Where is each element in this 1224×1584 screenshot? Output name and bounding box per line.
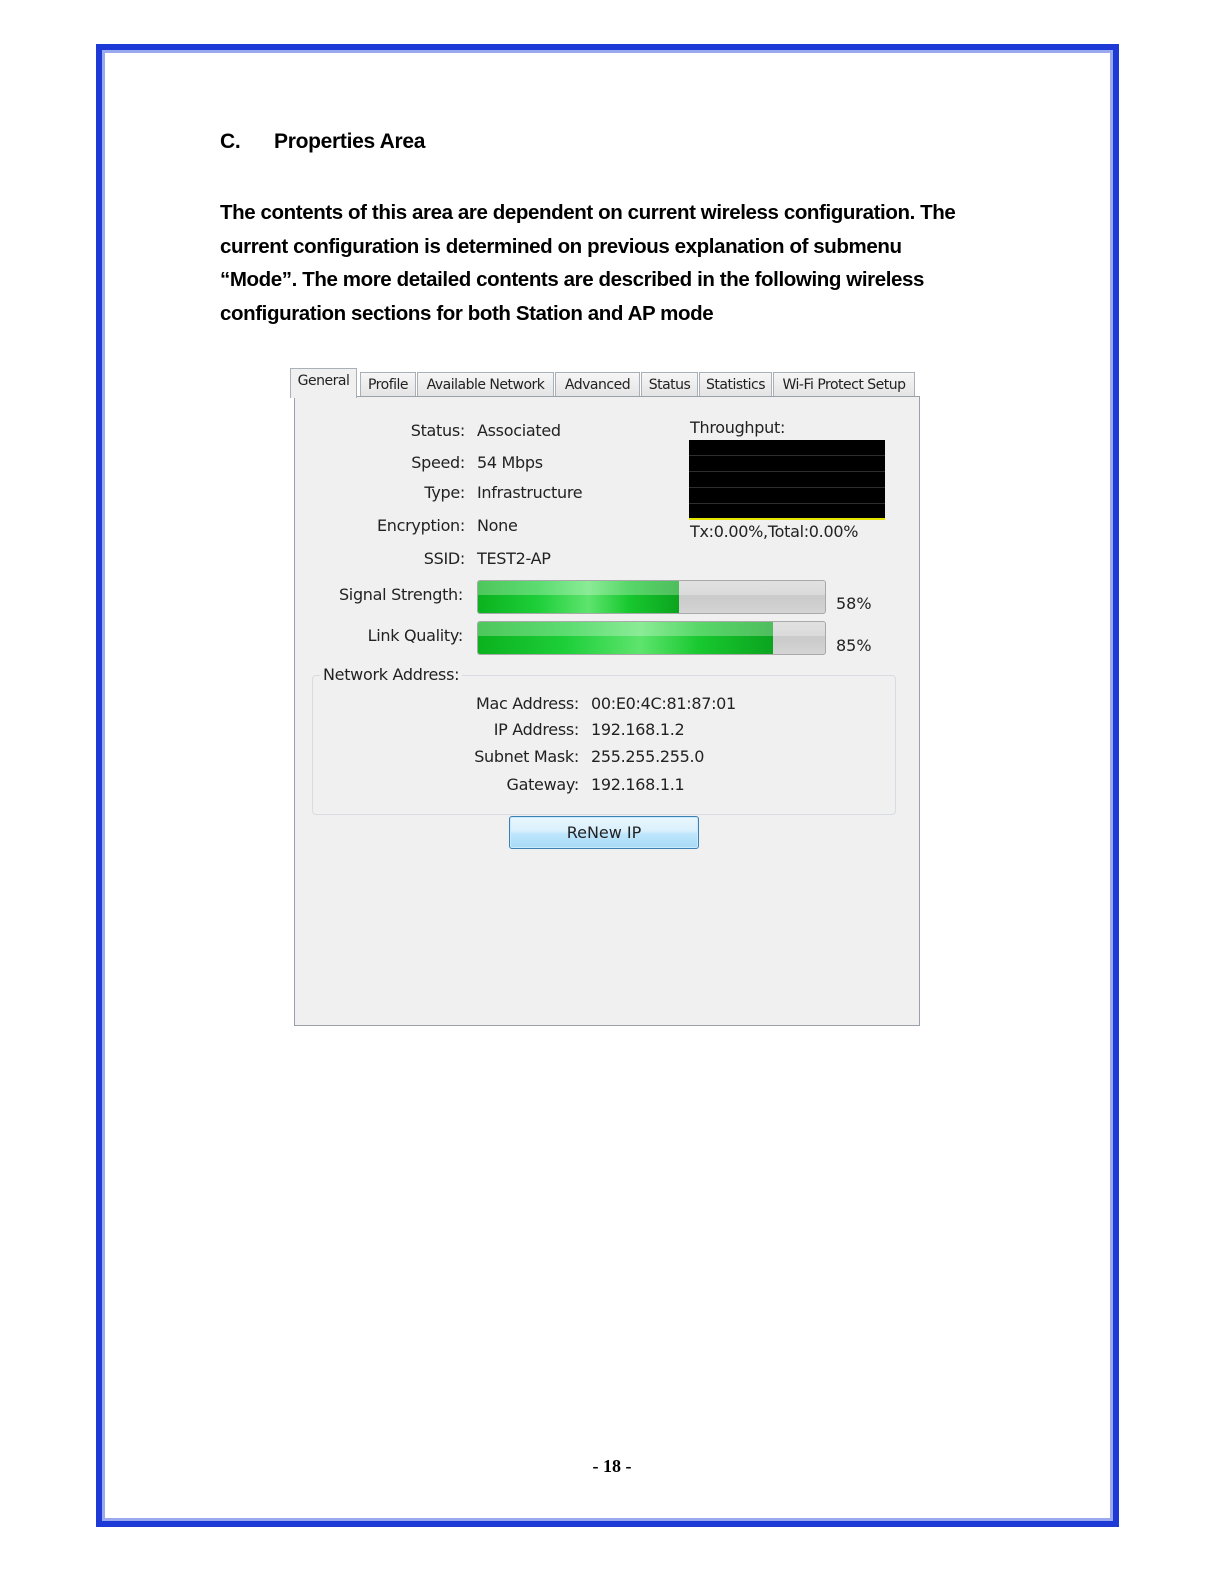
ip-address-value: 192.168.1.2 [591,720,685,739]
intro-paragraph [220,196,1020,330]
throughput-graph [689,440,885,520]
ssid-value: TEST2-AP [477,549,551,568]
network-address-legend: Network Address: [320,665,462,684]
mac-address-value: 00:E0:4C:81:87:01 [591,694,736,713]
page-number: - 18 - [592,1456,632,1476]
subnet-mask-value: 255.255.255.0 [591,747,705,766]
gateway-label: Gateway: [506,775,579,794]
throughput-label: Throughput: [690,418,786,437]
intro-line: configuration sections for both Station and AP mode [220,301,714,325]
link-quality-bar [477,621,826,655]
mac-address-label: Mac Address: [475,694,579,713]
tab-status[interactable]: Status [641,372,698,397]
link-quality-percent: 85% [836,636,872,655]
status-label: Status: [410,421,465,440]
general-panel [294,396,920,1026]
renew-ip-button[interactable]: ReNew IP [509,816,699,849]
ip-address-label: IP Address: [493,720,579,739]
signal-strength-label: Signal Strength: [338,585,463,604]
section-title: Properties Area [274,130,426,153]
tab-statistics[interactable]: Statistics [699,372,772,397]
tab-profile[interactable]: Profile [360,372,416,397]
ssid-label: SSID: [423,549,465,568]
section-letter: C. [220,130,241,153]
network-address-group [312,665,896,815]
encryption-value: None [477,516,518,535]
type-value: Infrastructure [477,483,583,502]
tab-wifi-protect-setup[interactable]: Wi-Fi Protect Setup [773,372,915,397]
speed-value: 54 Mbps [477,453,543,472]
gateway-value: 192.168.1.1 [591,775,685,794]
link-quality-label: Link Quality: [367,626,463,645]
encryption-label: Encryption: [377,516,465,535]
throughput-stats: Tx:0.00%,Total:0.00% [690,522,859,541]
signal-strength-bar [477,580,826,614]
tab-general[interactable]: General [290,368,357,398]
intro-line: “Mode”. The more detailed contents are described in the following wireless [220,268,924,292]
intro-line: current configuration is determined on previous explanation of submenu [220,234,902,258]
speed-label: Speed: [411,453,465,472]
subnet-mask-label: Subnet Mask: [474,747,579,766]
intro-line: The contents of this area are dependent on current wireless configuration. The [220,201,956,224]
section-heading [220,130,425,154]
type-label: Type: [424,483,465,502]
tab-advanced[interactable]: Advanced [555,372,640,397]
status-value: Associated [477,421,561,440]
properties-dialog-screenshot [288,366,922,1028]
tab-available-network[interactable]: Available Network [417,372,554,397]
signal-strength-percent: 58% [836,594,872,613]
